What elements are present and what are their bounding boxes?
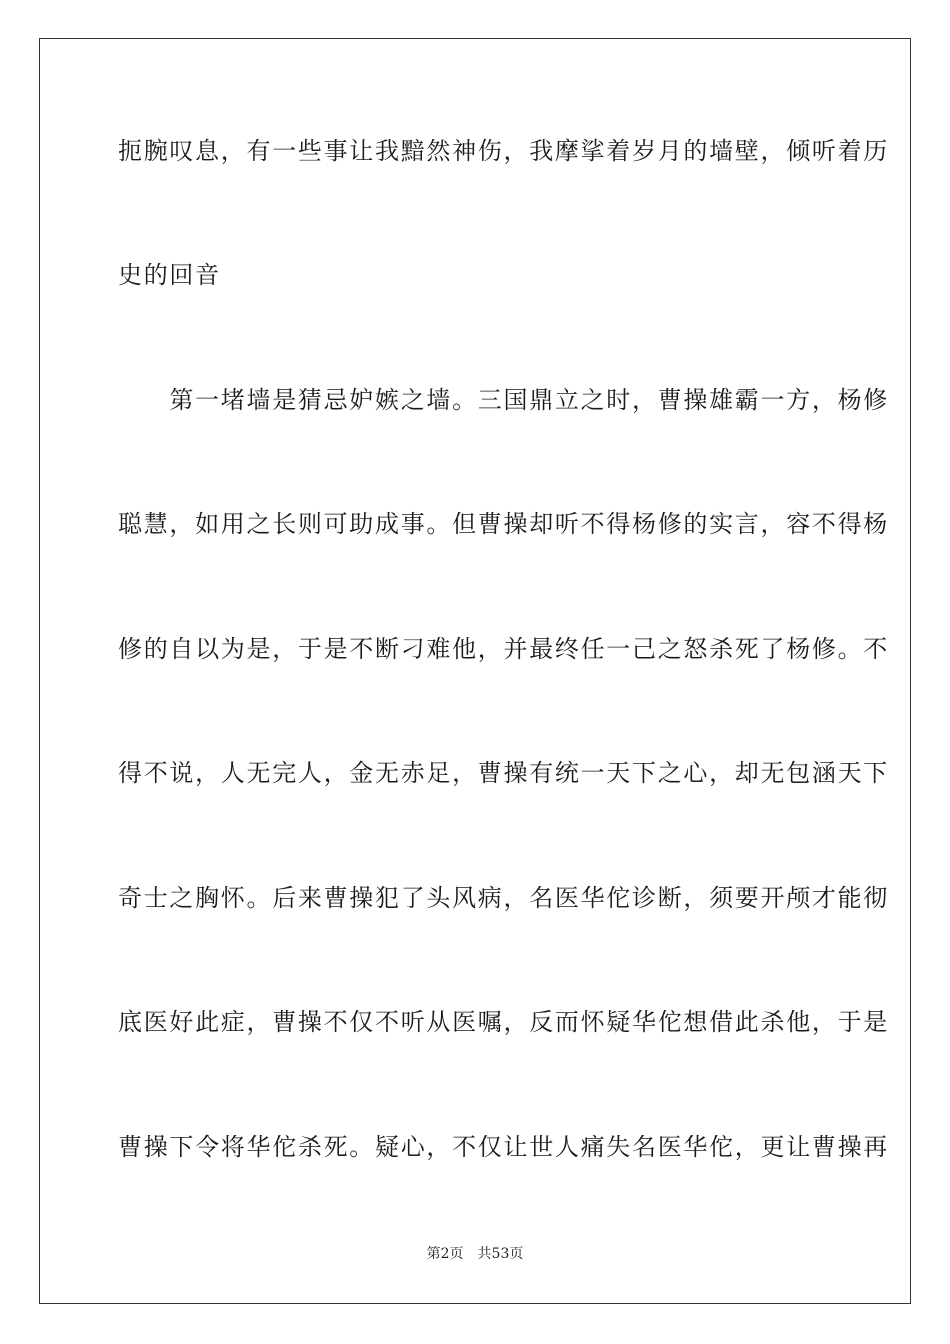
text-line-8: 底医好此症，曹操不仅不听从医嘱，反而怀疑华佗想借此杀他，于是 bbox=[118, 1008, 889, 1036]
text-line-6: 得不说，人无完人，金无赤足，曹操有统一天下之心，却无包涵天下 bbox=[118, 759, 889, 787]
text-line-3: 第一堵墙是猜忌妒嫉之墙。三国鼎立之时，曹操雄霸一方，杨修 bbox=[118, 386, 889, 414]
text-line-1: 扼腕叹息，有一些事让我黯然神伤，我摩挲着岁月的墙壁，倾听着历 bbox=[118, 137, 889, 165]
text-line-2: 史的回音 bbox=[118, 261, 221, 289]
page-number: 第2页 bbox=[426, 1246, 464, 1262]
text-line-4: 聪慧，如用之长则可助成事。但曹操却听不得杨修的实言，容不得杨 bbox=[118, 510, 889, 538]
text-line-9: 曹操下令将华佗杀死。疑心，不仅让世人痛失名医华佗，更让曹操再 bbox=[118, 1133, 889, 1161]
text-line-7: 奇士之胸怀。后来曹操犯了头风病，名医华佗诊断，须要开颅才能彻 bbox=[118, 884, 889, 912]
text-line-5: 修的自以为是，于是不断刁难他，并最终任一己之怒杀死了杨修。不 bbox=[118, 635, 889, 663]
page-border bbox=[39, 38, 911, 1304]
page-total: 共53页 bbox=[477, 1246, 524, 1262]
page-footer bbox=[0, 1245, 950, 1263]
